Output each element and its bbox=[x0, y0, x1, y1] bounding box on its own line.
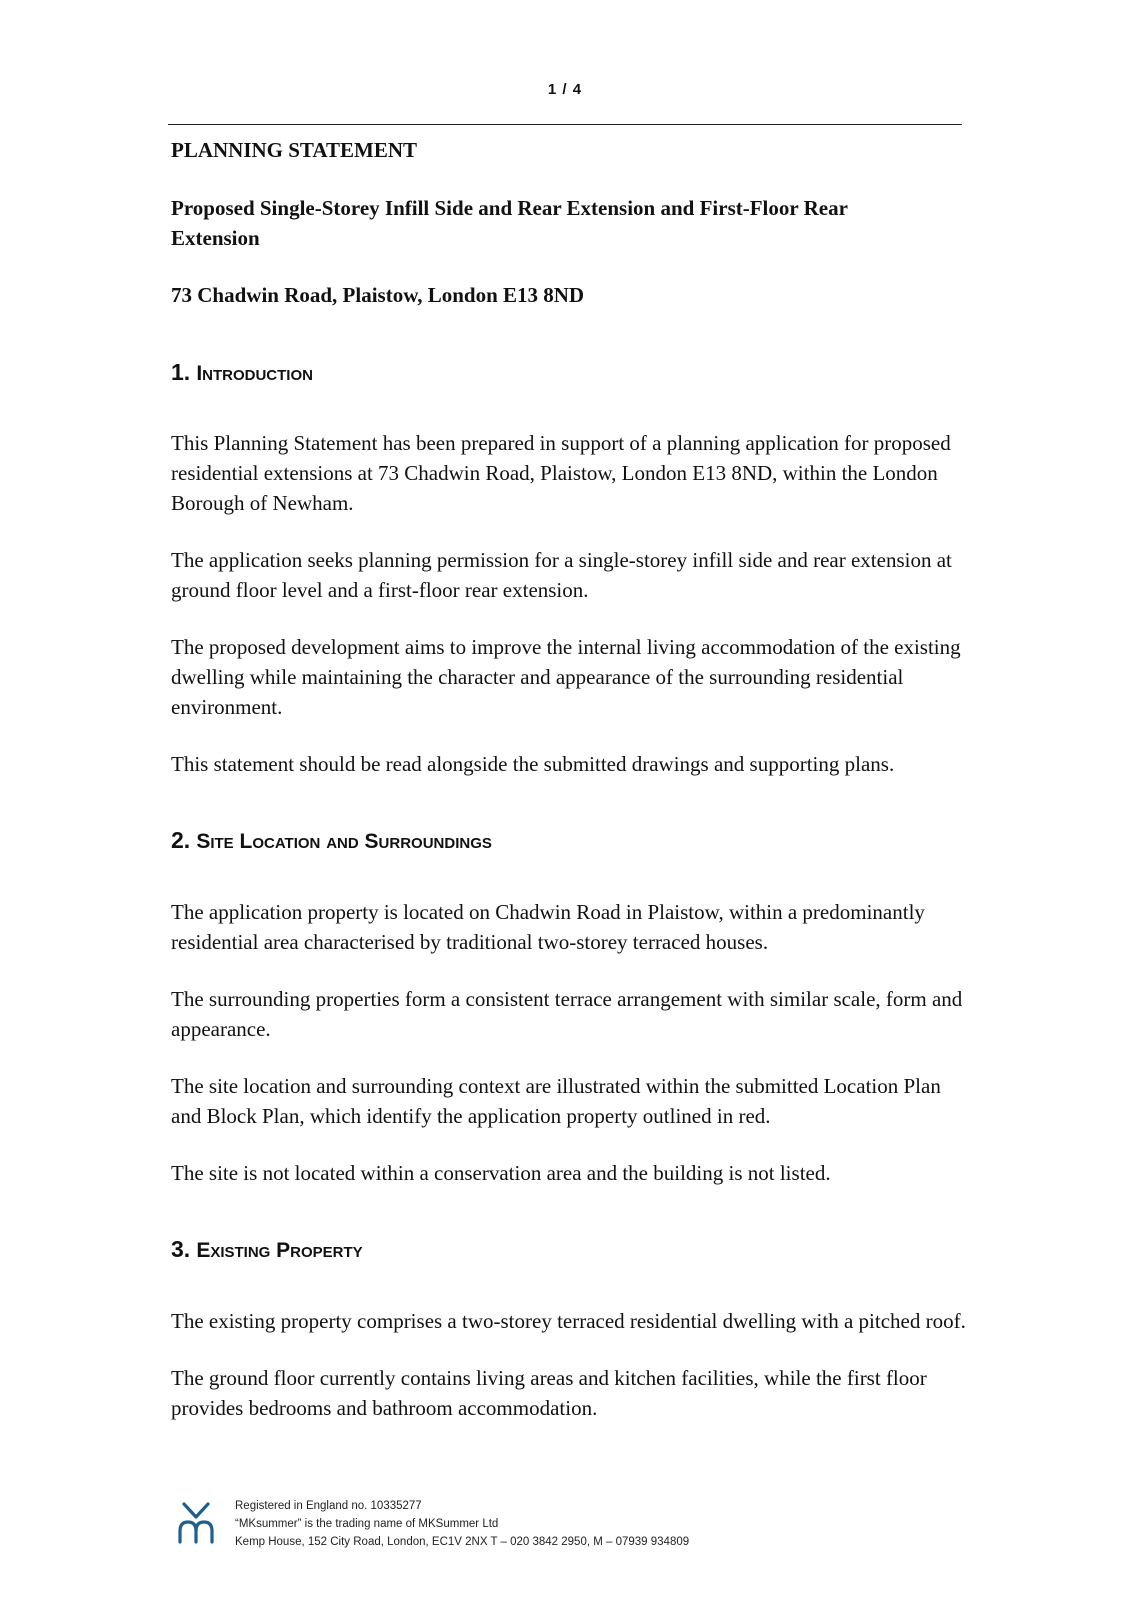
section-title: Site Location and Surroundings bbox=[196, 830, 492, 854]
section-number: 1. bbox=[171, 358, 191, 385]
footer-contact: Kemp House, 152 City Road, London, EC1V 2NX T – 020 3842 2950, M – 07939 934809 bbox=[235, 1536, 690, 1548]
header-divider bbox=[168, 124, 962, 125]
document-address: 73 Chadwin Road, Plaistow, London E13 8ND bbox=[171, 283, 585, 308]
paragraph: The surrounding properties form a consistent terrace arrangement with similar scale, form and appearance. bbox=[171, 986, 963, 1041]
paragraph: The ground floor currently contains living areas and kitchen facilities, while the first floor provides bedrooms and bathroom accommodation. bbox=[171, 1365, 927, 1420]
footer-trading-name: “MKsummer” is the trading name of MKSummer Ltd bbox=[235, 1518, 499, 1530]
page-number: 1 / 4 bbox=[547, 81, 583, 98]
paragraph: The proposed development aims to improve the internal living accommodation of the existing dwelling while maintaining the character and appearance of the surrounding residential environment. bbox=[171, 635, 961, 720]
footer-text bbox=[235, 1497, 689, 1551]
section-number: 3. bbox=[171, 1235, 191, 1262]
section-heading-site-location bbox=[171, 827, 971, 855]
section-heading-introduction bbox=[171, 359, 971, 387]
paragraph: The existing property comprises a two-storey terraced residential dwelling with a pitched roof. bbox=[171, 1308, 966, 1333]
document-body bbox=[171, 136, 971, 1450]
section-number: 2. bbox=[171, 827, 191, 854]
mksummer-logo-icon bbox=[175, 1501, 217, 1545]
section-heading-existing-property bbox=[171, 1236, 971, 1264]
document-subtitle: Proposed Single-Storey Infill Side and Rear Extension and First-Floor Rear Extension bbox=[171, 196, 848, 251]
section-title: Introduction bbox=[196, 361, 313, 385]
paragraph: This Planning Statement has been prepared in support of a planning application for proposed residential extensions at 73 Chadwin Road, Plaistow, London E13 8ND, within the London Borough of Newham. bbox=[171, 431, 951, 516]
paragraph: The application seeks planning permission for a single-storey infill side and rear extension at ground floor level and a first-floor rear extension. bbox=[171, 548, 952, 603]
document-title: PLANNING STATEMENT bbox=[171, 138, 418, 162]
paragraph: The site location and surrounding context are illustrated within the submitted Location Plan and Block Plan, which identify the application property outlined in red. bbox=[171, 1073, 941, 1128]
footer-registration: Registered in England no. 10335277 bbox=[235, 1500, 422, 1512]
page-footer bbox=[175, 1497, 875, 1567]
paragraph: This statement should be read alongside the submitted drawings and supporting plans. bbox=[171, 752, 895, 777]
paragraph: The application property is located on Chadwin Road in Plaistow, within a predominantly residential area characterised by traditional two-storey terraced houses. bbox=[171, 899, 925, 954]
paragraph: The site is not located within a conservation area and the building is not listed. bbox=[171, 1160, 831, 1185]
section-title: Existing Property bbox=[196, 1238, 363, 1262]
